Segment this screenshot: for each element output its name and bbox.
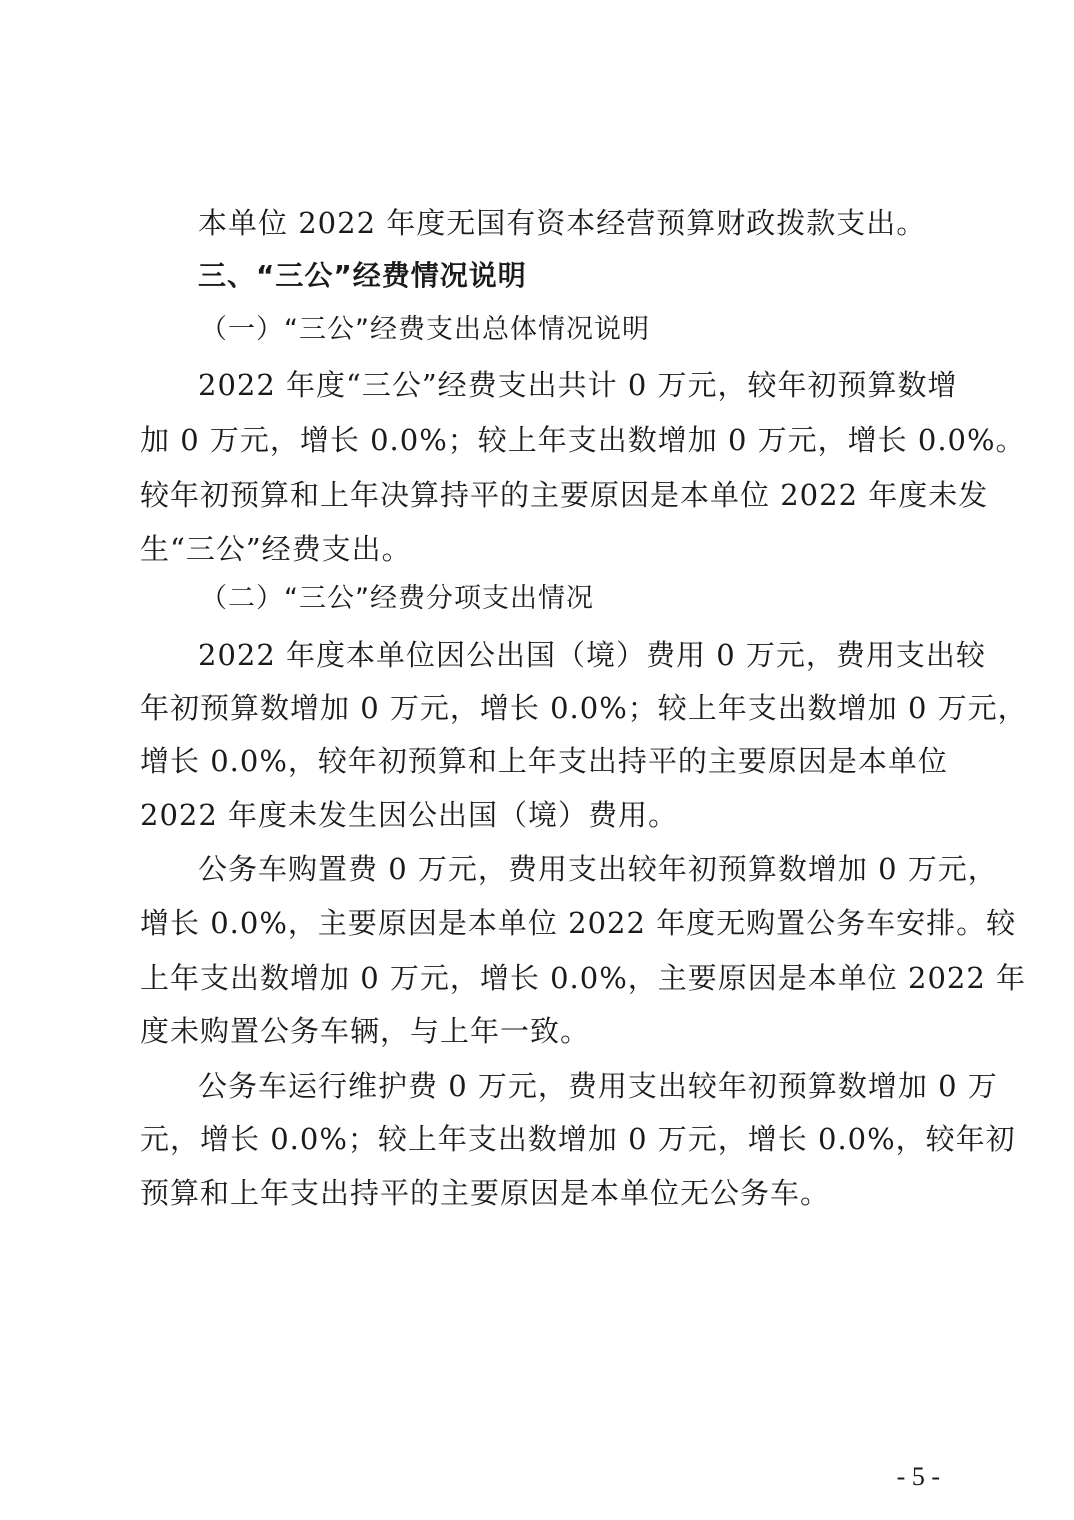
section-heading: 三、“三公”经费情况说明: [198, 259, 527, 292]
paragraph-line: 增长 0.0%，较年初预算和上年支出持平的主要原因是本单位: [140, 744, 948, 778]
paragraph-line: 度未购置公务车辆，与上年一致。: [140, 1014, 591, 1048]
page-number: - 5 -: [896, 1462, 940, 1491]
paragraph-line: 预算和上年支出持平的主要原因是本单位无公务车。: [140, 1176, 831, 1210]
subsection-heading: （二）“三公”经费分项支出情况: [200, 583, 594, 614]
paragraph-line: 年初预算数增加 0 万元，增长 0.0%；较上年支出数增加 0 万元，: [140, 691, 1028, 725]
paragraph-line: 生“三公”经费支出。: [140, 532, 412, 566]
paragraph-line: 2022 年度未发生因公出国（境）费用。: [140, 798, 679, 832]
paragraph-line: 本单位 2022 年度无国有资本经营预算财政拨款支出。: [198, 206, 927, 240]
paragraph-line: 2022 年度“三公”经费支出共计 0 万元，较年初预算数增: [198, 368, 958, 402]
paragraph-line: 元，增长 0.0%；较上年支出数增加 0 万元，增长 0.0%，较年初: [140, 1122, 1016, 1156]
paragraph-line: 2022 年度本单位因公出国（境）费用 0 万元，费用支出较: [198, 638, 986, 672]
paragraph-line: 较年初预算和上年决算持平的主要原因是本单位 2022 年度未发: [140, 478, 989, 512]
paragraph-line: 公务车购置费 0 万元，费用支出较年初预算数增加 0 万元，: [198, 852, 998, 886]
paragraph-line: 增长 0.0%，主要原因是本单位 2022 年度无购置公务车安排。较: [140, 906, 1017, 940]
paragraph-line: 上年支出数增加 0 万元，增长 0.0%，主要原因是本单位 2022 年: [140, 961, 1027, 995]
paragraph-line: 公务车运行维护费 0 万元，费用支出较年初预算数增加 0 万: [198, 1069, 998, 1103]
subsection-heading: （一）“三公”经费支出总体情况说明: [200, 314, 650, 345]
paragraph-line: 加 0 万元，增长 0.0%；较上年支出数增加 0 万元，增长 0.0%。: [140, 423, 1026, 457]
